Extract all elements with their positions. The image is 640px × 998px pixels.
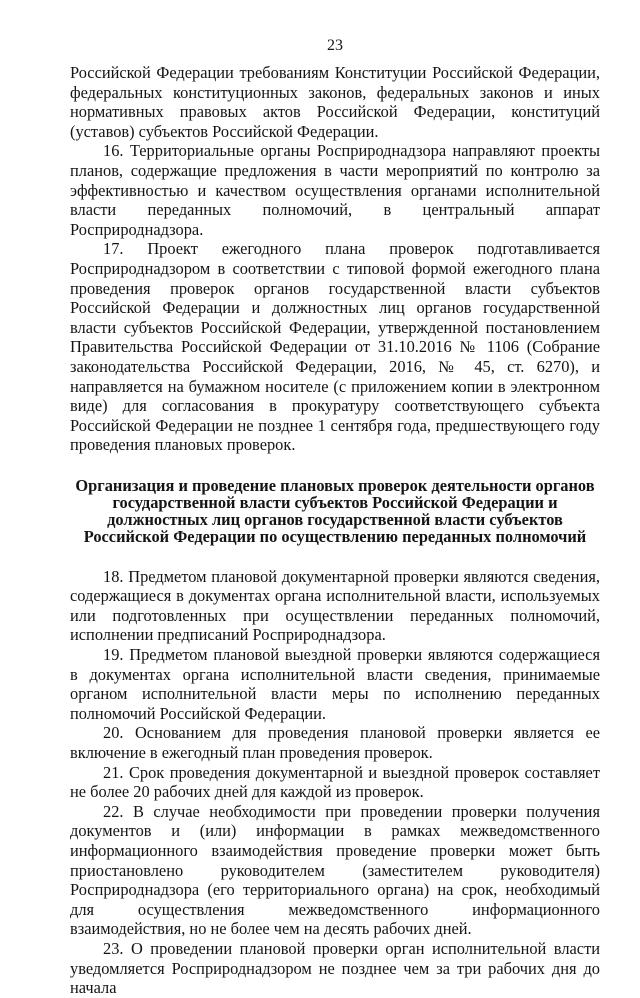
paragraph-17: 17. Проект ежегодного плана проверок подготавливается Росприроднадзором в соответствии с типовой формой ежегодного плана проведения проверок органов государственной власти субъектов Российской Федерации и должностных лиц органов государственной власти субъектов Российской Федерации, утвержденной постановлением Правительства Российской Федерации от 31.10.2016 № 1106 (Собрание законодательства Российской Федерации, 2016, № 45, ст. 6270), и направляется на бумажном носителе (с приложением копии в электронном виде) для согласования в прокуратуру соответствующего субъекта Российской Федерации не позднее 1 сентября года, предшествующего году проведения плановых проверок. (70, 239, 600, 455)
paragraph-22: 22. В случае необходимости при проведении проверки получения документов и (или) информации в рамках межведомственного информационного взаимодействия проведение проверки может быть приостановлено руководителем (заместителем руководителя) Росприроднадзора (его территориального органа) на срок, необходимый для осуществления межведомственного информационного взаимодействия, но не более чем на десять рабочих дней. (70, 801, 600, 939)
paragraph-23: 23. О проведении плановой проверки орган исполнительной власти уведомляется Росприроднадзором не позднее чем за три рабочих дня до начала (70, 938, 600, 998)
paragraph-16: 16. Территориальные органы Росприроднадзора направляют проекты планов, содержащие предложения в части мероприятий по контролю за эффективностью и качеством осуществления органами исполнительной власти переданных полномочий, в центральный аппарат Росприроднадзора. (70, 141, 600, 239)
paragraph-continuation: Российской Федерации требованиям Конституции Российской Федерации, федеральных конституционных законов, федеральных законов и иных нормативных правовых актов Российской Федерации, конституций (уставов) субъектов Российской Федерации. (70, 63, 600, 141)
paragraph-20: 20. Основанием для проведения плановой проверки является ее включение в ежегодный план проведения проверок. (70, 723, 600, 763)
document-body (70, 63, 600, 998)
section-heading: Организация и проведение плановых проверок деятельности органов государственной власти субъектов Российской Федерации и должностных лиц органов государственной власти субъектов Российской Федерации по осуществлению переданных полномочий (75, 475, 595, 547)
paragraph-21: 21. Срок проведения документарной и выездной проверок составляет не более 20 рабочих дней для каждой из проверок. (70, 762, 600, 802)
paragraph-18: 18. Предметом плановой документарной проверки являются сведения, содержащиеся в документах органа исполнительной власти, используемых или подготовленных при осуществлении переданных полномочий, исполнении предписаний Росприроднадзора. (70, 566, 600, 645)
page-number: 23 (327, 37, 343, 54)
paragraph-19: 19. Предметом плановой выездной проверки являются содержащиеся в документах органа исполнительной власти сведения, принимаемые органом исполнительной власти меры по исполнению переданных полномочий Российской Федерации. (70, 645, 600, 723)
